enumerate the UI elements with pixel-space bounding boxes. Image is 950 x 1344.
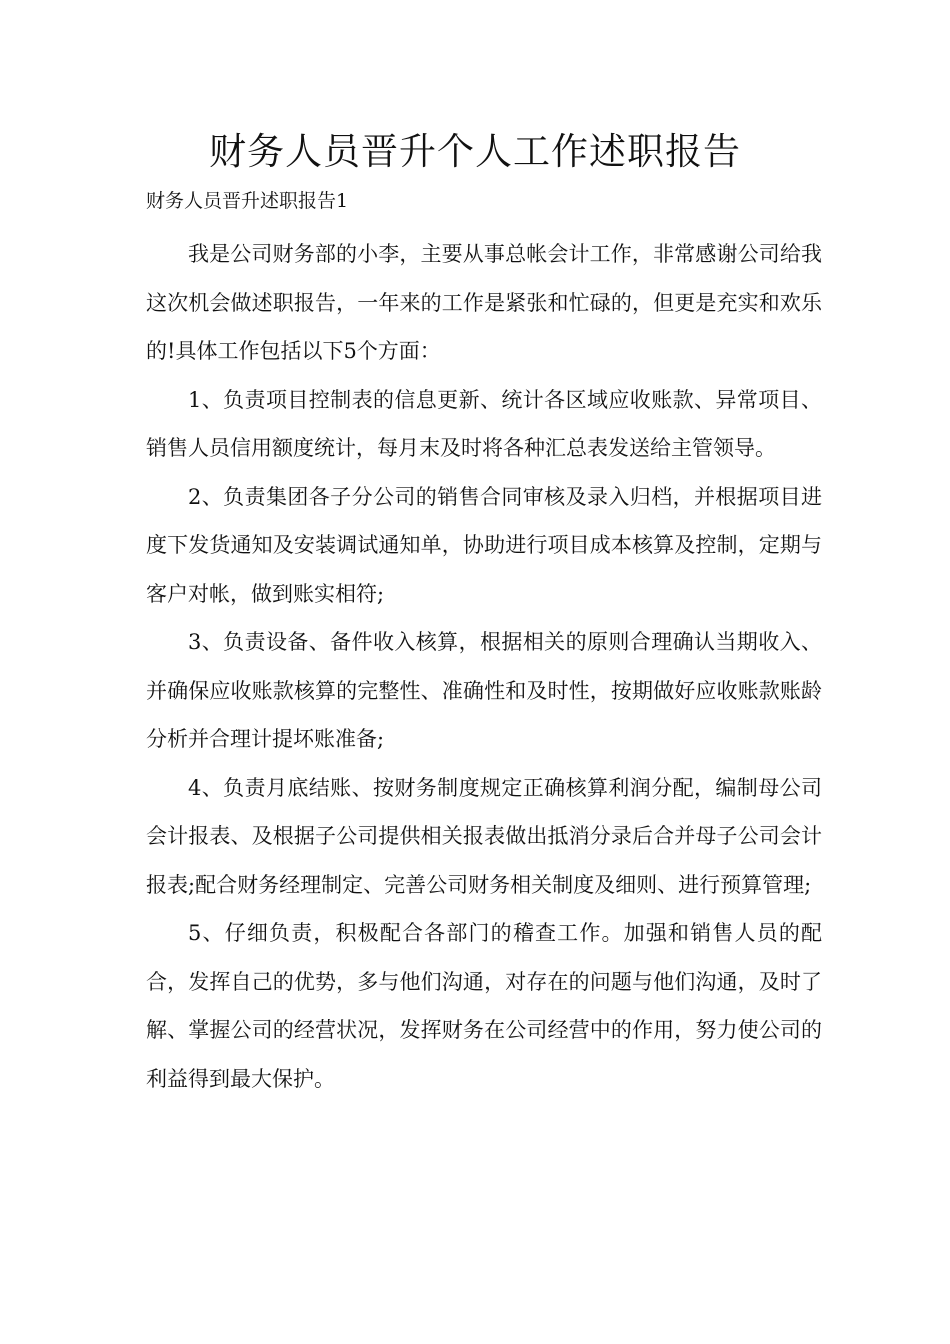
paragraph-item-2: 2、负责集团各子分公司的销售合同审核及录入归档，并根据项目进度下发货通知及安装调试通知单，协助进行项目成本核算及控制，定期与客户对帐，做到账实相符; (146, 484, 822, 606)
paragraph-item-3: 3、负责设备、备件收入核算，根据相关的原则合理确认当期收入、并确保应收账款核算的完整性、准确性和及时性，按期做好应收账款账龄分析并合理计提坏账准备; (146, 630, 822, 751)
paragraph-intro: 我是公司财务部的小李，主要从事总帐会计工作，非常感谢公司给我这次机会做述职报告，一年来的工作是紧张和忙碌的，但更是充实和欢乐的!具体工作包括以下5个方面： (146, 242, 822, 363)
paragraph-item-1: 1、负责项目控制表的信息更新、统计各区域应收账款、异常项目、销售人员信用额度统计，每月末及时将各种汇总表发送给主管领导。 (146, 387, 822, 460)
document-title: 财务人员晋升个人工作述职报告 (209, 130, 741, 173)
document-subtitle: 财务人员晋升述职报告1 (146, 190, 349, 212)
paragraph-item-4: 4、负责月底结账、按财务制度规定正确核算利润分配，编制母公司会计报表、及根据子公司提供相关报表做出抵消分录后合并母子公司会计报表;配合财务经理制定、完善公司财务相关制度及细则、进行预算管理; (146, 775, 822, 897)
paragraph-item-5: 5、仔细负责，积极配合各部门的稽查工作。加强和销售人员的配合，发挥自己的优势，多与他们沟通，对存在的问题与他们沟通，及时了解、掌握公司的经营状况，发挥财务在公司经营中的作用，努力使公司的利益得到最大保护。 (146, 921, 822, 1091)
document-body (146, 230, 822, 1103)
